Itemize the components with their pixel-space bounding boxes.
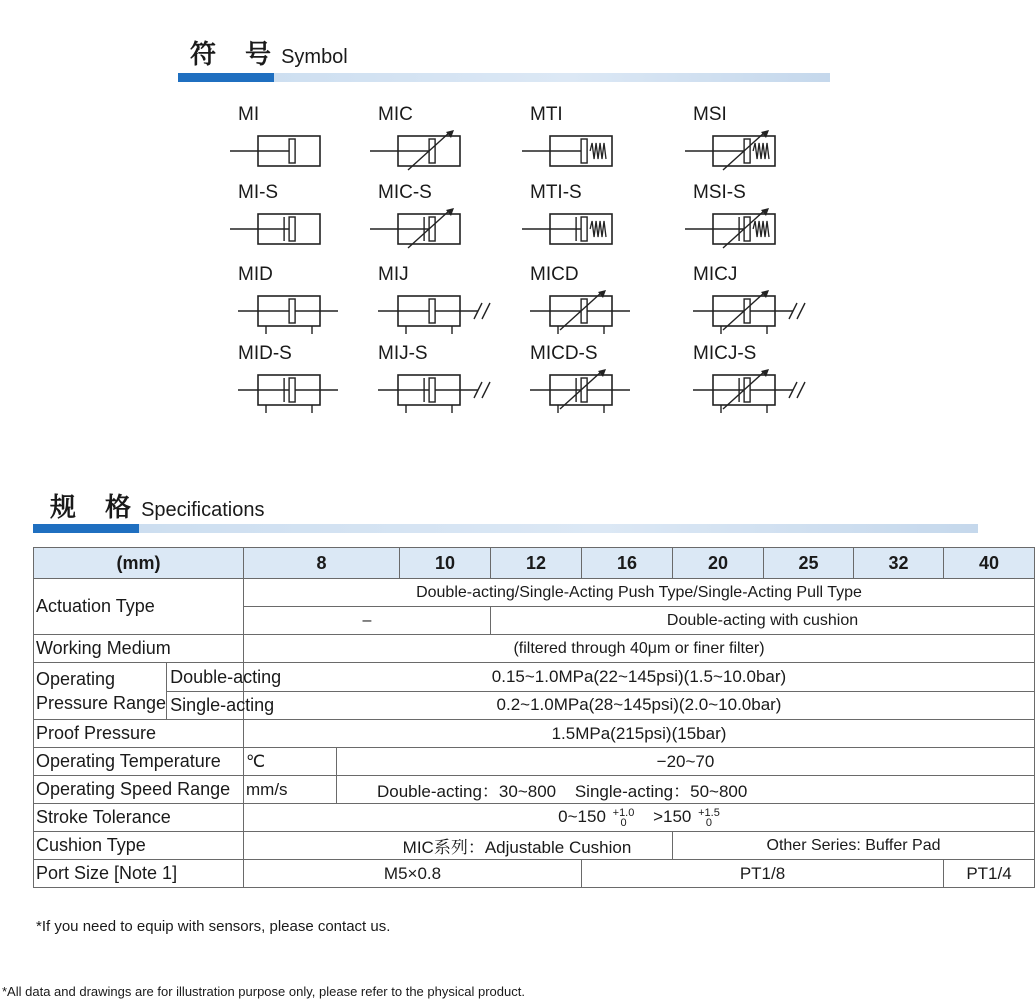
symbol-mij-s [368,343,488,413]
footer-disclaimer: *All data and drawings are for illustration purpose only, please refer to the physical product. [2,984,525,999]
symbol-label: MICD [530,264,579,285]
stroke-part1: 0~150 [558,807,606,827]
spec-title-bar [33,524,978,533]
symbol-label: MID-S [238,343,292,364]
symbol-mid-s [228,343,348,413]
proof-pressure-label: Proof Pressure [34,720,244,748]
operating-pressure-label-2: Pressure Range [36,693,167,713]
cushion-mic-prefix: MIC系列 [402,838,468,857]
speed-values [337,776,1035,804]
bore-10: 10 [400,548,491,579]
temperature-unit: ℃ [244,748,337,776]
stroke-tol1-upper: +1.0 [612,806,635,819]
speed-unit: mm/s [244,776,337,804]
temperature-value: −20~70 [337,748,1035,776]
stroke-tolerance-label: Stroke Tolerance [34,804,244,832]
working-medium-label: Working Medium [34,635,244,663]
port-size-label: Port Size [Note 1] [34,860,244,888]
speed-single-value: 50~800 [690,782,748,801]
symbol-msi [683,104,803,174]
speed-double-value: 30~800 [498,782,557,801]
header-unit: (mm) [34,548,244,579]
table-row-proof-pressure [34,720,1035,748]
bore-25: 25 [764,548,854,579]
port-size-small: M5×0.8 [244,860,582,888]
spec-section-title [50,487,264,524]
symbol-label: MICD-S [530,343,598,364]
actuation-type-none: – [244,607,491,635]
cushion-mic [244,832,673,860]
symbol-micj [683,264,803,334]
symbol-mi [228,104,348,174]
symbol-mic [368,104,488,174]
port-size-mid: PT1/8 [582,860,944,888]
symbol-mti [520,104,640,174]
cushion-type-label: Cushion Type [34,832,244,860]
stroke-tol2-lower: 0 [705,816,713,829]
symbol-mti-s [520,182,640,252]
port-size-large: PT1/4 [944,860,1035,888]
operating-pressure-label-1: Operating [36,669,116,689]
symbol-label: MIJ [378,264,409,285]
bore-40: 40 [944,548,1035,579]
table-row-temperature [34,748,1035,776]
symbol-label: MICJ-S [693,343,757,364]
specifications-table [33,547,1035,888]
symbol-label: MSI-S [693,182,746,203]
table-row-actuation-1 [34,579,1035,607]
table-row-working-medium [34,635,1035,663]
stroke-tolerance-value [244,804,1035,832]
table-header-row [34,548,1035,579]
temperature-label: Operating Temperature [34,748,244,776]
symbol-section-title [190,34,348,71]
actuation-type-value: Double-acting/Single-Acting Push Type/Single-Acting Pull Type [244,579,1035,607]
pressure-single-label: Single-acting [170,695,275,715]
cushion-mic-value: ：Adjustable Cushion [467,838,632,857]
table-row-port-size [34,860,1035,888]
bore-32: 32 [854,548,944,579]
bore-20: 20 [673,548,764,579]
symbol-mic-s [368,182,488,252]
symbol-mi-s [228,182,348,252]
symbol-msi-s [683,182,803,252]
pressure-double-value: 0.15~1.0MPa(22~145psi)(1.5~10.0bar) [244,663,1035,692]
pressure-single-value: 0.2~1.0MPa(28~145psi)(2.0~10.0bar) [244,691,1035,720]
symbol-label: MTI-S [530,182,582,203]
bore-12: 12 [491,548,582,579]
symbol-label: MICJ [693,264,738,285]
symbol-micd [520,264,640,334]
symbol-mij [368,264,488,334]
spec-title-zh: 规 格 [50,493,142,523]
symbol-title-zh: 符 号 [190,40,282,70]
stroke-tol2-upper: +1.5 [698,806,720,819]
symbol-label: MI-S [238,182,279,203]
symbol-label: MI [238,104,260,125]
speed-double-label: Double-acting： [377,782,499,801]
pressure-double-label: Double-acting [167,663,281,692]
stroke-part2: >150 [653,807,692,827]
bore-8: 8 [244,548,400,579]
proof-pressure-value: 1.5MPa(215psi)(15bar) [244,720,1035,748]
symbol-label: MIJ-S [378,343,428,364]
table-row-cushion [34,832,1035,860]
sensor-note: *If you need to equip with sensors, please contact us. [36,918,391,935]
symbol-title-en: Symbol [281,46,348,68]
actuation-type-cushion: Double-acting with cushion [491,607,1035,635]
symbol-label: MSI [693,104,727,125]
working-medium-value: (filtered through 40μm or finer filter) [244,635,1035,663]
symbol-micj-s [683,343,803,413]
table-row-stroke-tolerance [34,804,1035,832]
speed-single-label: Single-acting： [574,782,691,801]
stroke-tol1-lower: 0 [620,816,627,829]
symbol-mid [228,264,348,334]
operating-pressure-label-cell [34,663,282,720]
symbol-micd-s [520,343,640,413]
table-row-speed [34,776,1035,804]
symbol-label: MTI [530,104,563,125]
speed-label: Operating Speed Range [34,776,244,804]
bore-16: 16 [582,548,673,579]
cushion-other: Other Series: Buffer Pad [673,832,1035,860]
symbol-title-bar [178,73,830,82]
symbol-label: MIC [378,104,413,125]
symbol-label: MIC-S [378,182,432,203]
symbol-label: MID [238,264,273,285]
spec-title-en: Specifications [141,499,265,521]
table-row-pressure-double [34,663,1035,692]
actuation-type-label: Actuation Type [34,579,244,635]
